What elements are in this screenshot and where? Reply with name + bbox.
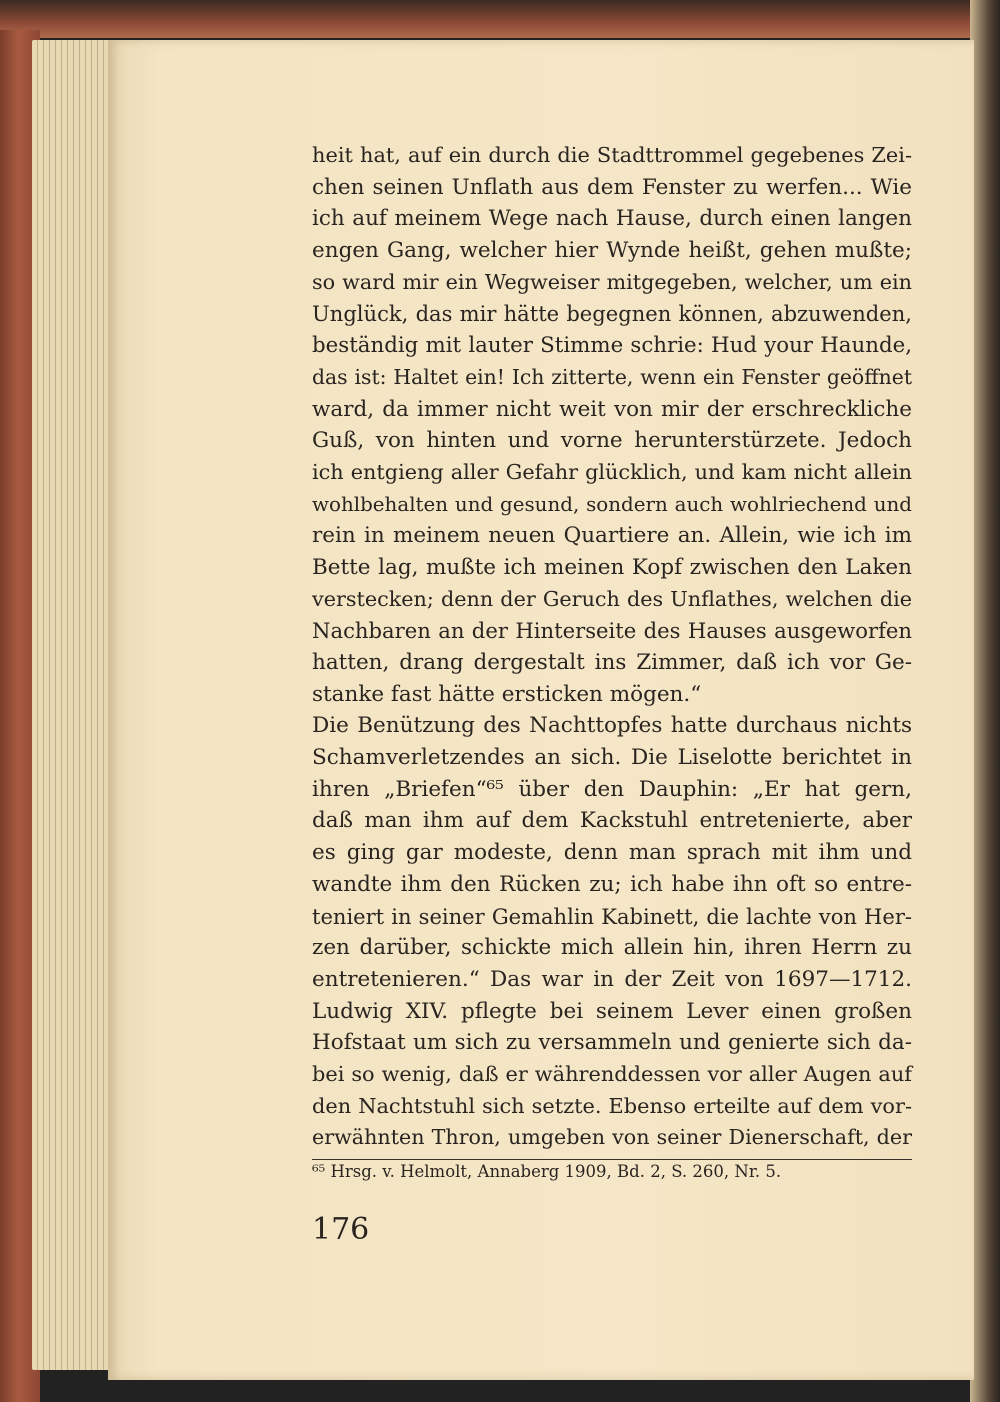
- text-line: verstecken; denn der Geruch des Unflathes, welchen die: [312, 586, 912, 611]
- binding-right-edge: [970, 0, 1000, 1402]
- text-line: teniert in seiner Gemahlin Kabinett, die lachte von Her-: [312, 903, 912, 929]
- text-line: chen seinen Unflath aus dem Fenster zu werfen... Wie: [312, 174, 912, 200]
- text-line: so ward mir ein Wegweiser mitgegeben, welcher, um ein: [312, 269, 912, 294]
- text-line: stanke fast hätte ersticken mögen.“: [312, 681, 702, 707]
- text-line: entretenieren.“ Das war in der Zeit von 1697—1712.: [312, 966, 912, 992]
- text-line: bei so wenig, daß er währenddessen vor aller Augen auf: [312, 1061, 912, 1086]
- body-text: [312, 140, 912, 1154]
- text-line: Schamverletzendes an sich. Die Liselotte berichtet in: [312, 745, 912, 771]
- text-line: ihren „Briefen“⁶⁵ über den Dauphin: „Er hat gern,: [312, 776, 912, 802]
- text-line: es ging gar modeste, denn man sprach mit ihm und: [312, 840, 912, 866]
- text-line: heit hat, auf ein durch die Stadttrommel gegebenes Zei-: [312, 143, 912, 167]
- text-line: zen darüber, schickte mich allein hin, ihren Herrn zu: [312, 935, 912, 961]
- text-line: den Nachtstuhl sich setzte. Ebenso erteilte auf dem vor-: [312, 1093, 912, 1118]
- text-line: Bette lag, mußte ich meinen Kopf zwischen den Laken: [312, 554, 912, 580]
- page-number: 176: [312, 1212, 370, 1247]
- text-line: beständig mit lauter Stimme schrie: Hud your Haunde,: [312, 333, 912, 359]
- text-line: wandte ihm den Rücken zu; ich habe ihn oft so entre-: [312, 871, 912, 897]
- text-line: Guß, von hinten und vorne herunterstürzete. Jedoch: [312, 428, 912, 454]
- footnote-divider: [312, 1159, 912, 1160]
- text-line: hatten, drang dergestalt ins Zimmer, daß ich vor Ge-: [312, 650, 912, 675]
- footnote: ⁶⁵ Hrsg. v. Helmolt, Annaberg 1909, Bd. 2, S. 260, Nr. 5.: [312, 1162, 782, 1181]
- text-line: erwähnten Thron, umgeben von seiner Dienerschaft, der: [312, 1125, 912, 1150]
- text-line: engen Gang, welcher hier Wynde heißt, gehen mußte;: [312, 238, 912, 264]
- text-line: rein in meinem neuen Quartiere an. Allein, wie ich im: [312, 523, 912, 549]
- text-line: Unglück, das mir hätte begegnen können, abzuwenden,: [312, 301, 912, 327]
- text-line: Ludwig XIV. pflegte bei seinem Lever einen großen: [312, 998, 912, 1024]
- text-line: ward, da immer nicht weit von mir der erschreckliche: [312, 396, 912, 422]
- page-edges: [32, 40, 116, 1370]
- text-line: daß man ihm auf dem Kackstuhl entretenierte, aber: [312, 808, 912, 834]
- text-line: wohlbehalten und gesund, sondern auch wohlriechend und: [312, 492, 912, 516]
- text-line: Die Benützung des Nachttopfes hatte durchaus nichts: [312, 713, 912, 739]
- text-line: Nachbaren an der Hinterseite des Hauses ausgeworfen: [312, 618, 912, 644]
- binding-top-edge: [0, 0, 1000, 38]
- text-line: ich auf meinem Wege nach Hause, durch einen langen: [312, 206, 912, 232]
- text-line: das ist: Haltet ein! Ich zitterte, wenn ein Fenster geöffnet: [312, 364, 912, 389]
- text-line: ich entgieng aller Gefahr glücklich, und kam nicht allein: [312, 459, 912, 484]
- text-line: Hofstaat um sich zu versammeln und genierte sich da-: [312, 1030, 912, 1056]
